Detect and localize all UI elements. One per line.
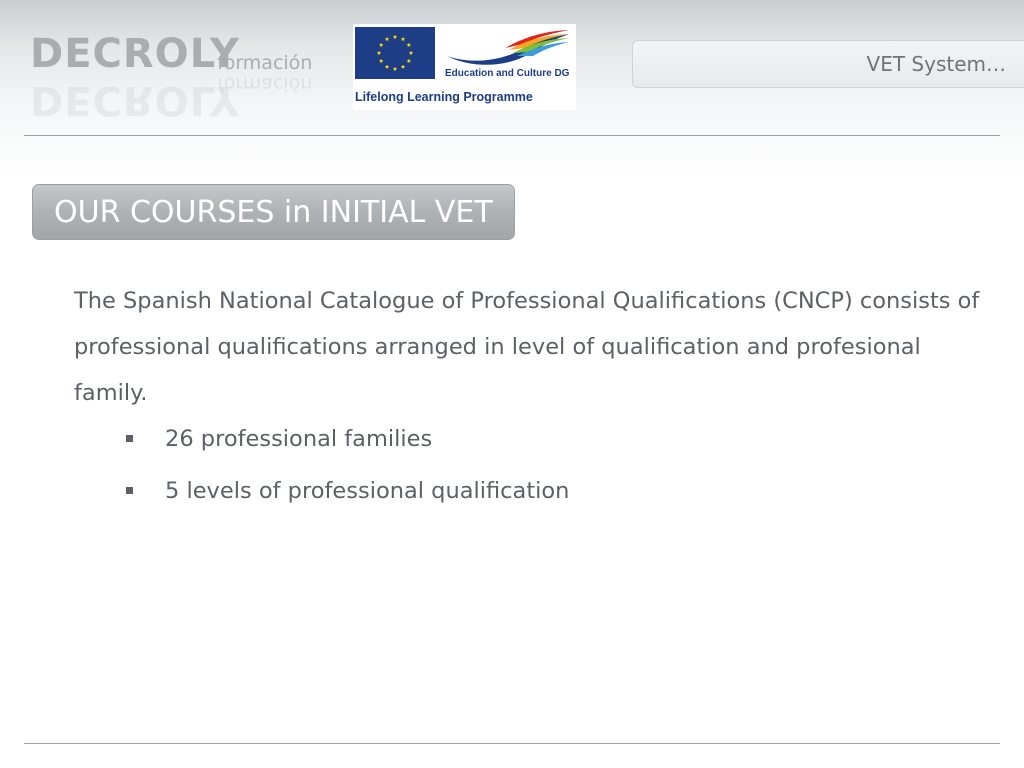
- body-paragraph: The Spanish National Catalogue of Professional Qualifications (CNCP) consists of professional qualifications arranged in level of qualification and profesional family.: [74, 288, 980, 406]
- square-bullet-icon: [126, 487, 133, 494]
- section-label-box: [632, 40, 1024, 88]
- education-culture-swoosh-icon: [445, 26, 573, 70]
- eu-lifelong-learning-logo: [353, 24, 576, 110]
- bullet-text: 5 levels of professional qualification: [165, 478, 570, 504]
- eu-flag-icon: [355, 27, 435, 79]
- footer-divider: [24, 743, 1000, 744]
- square-bullet-icon: [126, 435, 133, 442]
- slide-title: OUR COURSES in INITIAL VET: [54, 195, 493, 230]
- header-divider: [24, 135, 1000, 136]
- decroly-formacion-logo: [30, 30, 320, 123]
- logo-suffix: formación: [217, 52, 313, 74]
- bullet-text: 26 professional families: [165, 426, 433, 452]
- logo-brand: DECROLY: [30, 31, 240, 77]
- slide-title-box: [32, 184, 515, 240]
- logo-suffix-reflection: formación: [217, 73, 313, 95]
- logo-reflection: DECROLY: [30, 77, 240, 123]
- lifelong-learning-programme-text: Lifelong Learning Programme: [355, 90, 533, 104]
- education-culture-dg-text: Education and Culture DG: [445, 68, 570, 79]
- section-label: VET System…: [866, 52, 1006, 76]
